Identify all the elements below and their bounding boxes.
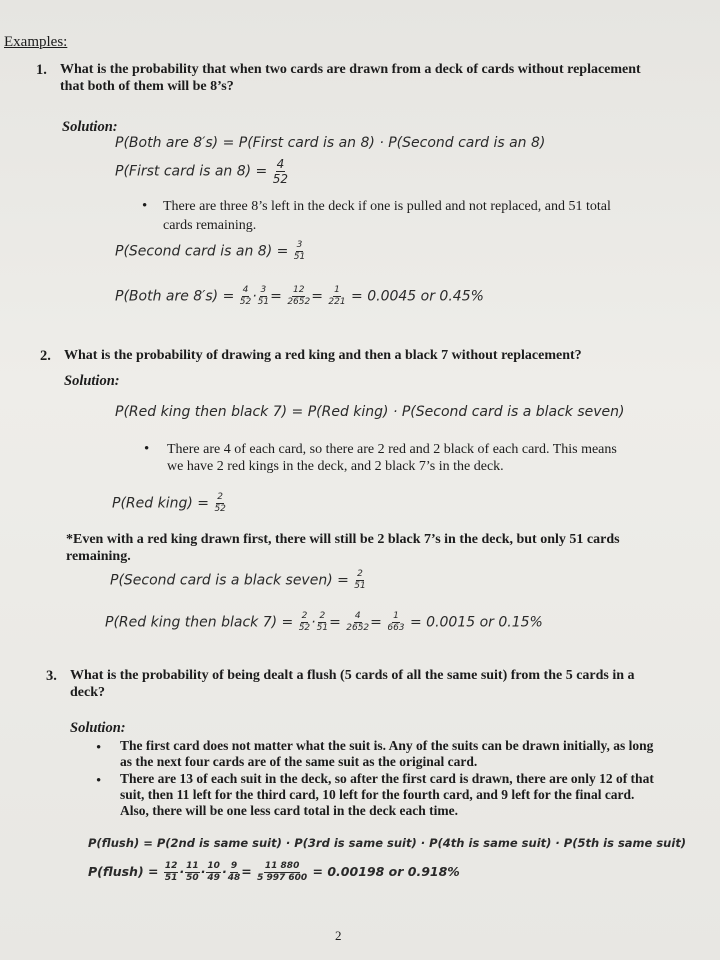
denominator: 221 [328,297,346,307]
q1-equation-first-card [115,158,289,185]
denominator: 52 [214,504,226,514]
numerator: 1 [334,285,340,295]
denominator: 52 [239,297,252,307]
q1-eq4-frac1 [240,286,251,307]
q1-equation-final: P(Both are 8′s) = $\frac{4}{52}$ · $\frac{3}{51}$ = $\frac{12}{2652}$ = $\frac{1}{221}$ = 0.0045 or 0.45% [115,285,484,307]
q3-result: = 0.00198 or 0.918% [312,864,460,879]
denominator: 51 [354,581,366,591]
q1-eq4-lhs: P(Both are 8′s) = [115,288,235,305]
numerator: 9 [230,861,238,871]
denominator: 663 [387,623,405,633]
numerator: 2 [319,611,326,621]
q3-eq2-frac3 [206,862,221,883]
q3-equation-flush: P(flush) = P(2nd is same suit) · P(3rd is same suit) · P(4th is same suit) · P(5th is same suit) [88,836,687,850]
denominator: 2652 [346,623,370,633]
numerator: 11 [186,861,199,871]
q1-bullet-line2: cards remaining. [163,218,257,233]
denominator: 52 [272,172,289,186]
denominator: 51 [164,873,178,883]
numerator: 12 [293,285,305,295]
denominator: 50 [186,873,199,883]
question-3-number: 3. [46,668,57,684]
denominator: 52 [298,623,311,633]
q2-eq2-fraction [214,493,225,514]
q1-eq4-frac2 [258,286,269,307]
solution-label-2: Solution: [64,373,120,389]
numerator: 2 [217,492,224,502]
question-3-text-line1: What is the probability of being dealt a flush (5 cards of all the same suit) from the 5 cards in a [70,668,635,683]
denominator: 51 [293,252,306,262]
numerator: 12 [164,861,178,871]
denominator: 5 997 600 [257,873,308,883]
numerator: 10 [207,861,220,871]
q3-eq2-frac5 [257,862,307,883]
denominator: 51 [316,623,329,633]
q2-result: = 0.0015 or 0.15% [409,614,543,631]
question-3-text-line2: deck? [70,685,105,700]
q2-note-line1: *Even with a red king drawn first, there will still be 2 black 7’s in the deck, but only 51 cards [66,532,620,547]
examples-heading: Examples: [4,34,68,50]
q2-equation-red-king [112,493,227,514]
q1-eq4-frac3 [287,286,310,307]
question-1-number: 1. [36,62,47,78]
numerator: 2 [357,569,363,579]
numerator: 4 [276,157,285,171]
denominator: 2652 [287,297,311,307]
q2-eq3-fraction [354,570,365,591]
q3-bullet-1: The first card does not matter what the suit is. Any of the suits can be drawn initially, as long as the next four cards are of the same suit as the original card. [120,738,654,769]
q2-equation-black-seven [110,570,367,591]
numerator: 3 [296,240,303,250]
denominator: 49 [207,873,220,883]
q1-bullet-line1: There are three 8’s left in the deck if one is pulled and not replaced, and 51 total [163,199,611,214]
q1-result: = 0.0045 or 0.45% [351,288,484,305]
solution-label-1: Solution: [62,119,118,135]
q3-eq2-frac1 [164,862,179,883]
q2-eq4-frac2 [317,612,328,633]
q1-eq4-frac4 [328,286,345,307]
q3-bullet-2: There are 13 of each suit in the deck, so after the first card is drawn, there are only 12 of that suit, then 11 left for the third card, 10 left for the fourth card, and 9 left for the final card. Also, there will be one less card total in the deck each time. [120,771,654,818]
q3-equation-final: P(flush) = $\frac{12}{51}$ · $\frac{11}{50}$ · $\frac{10}{49}$ · $\frac{9}{48}$ = $\frac{11 880}{5 997 600}$ = 0.00198 or 0.918% [88,861,460,883]
q2-equation-main: P(Red king then black 7) = P(Red king) · P(Second card is a black seven) [115,404,625,420]
q2-eq4-frac3 [346,612,369,633]
question-2-number: 2. [40,348,51,364]
q2-eq4-frac4 [387,612,404,633]
q1-eq3-lhs: P(Second card is an 8) = [115,243,289,260]
q2-equation-final: P(Red king then black 7) = $\frac{2}{52}$ · $\frac{2}{51}$ = $\frac{4}{2652}$ = $\frac{1}{663}$ = 0.0015 or 0.15% [105,611,543,633]
page-number: 2 [335,928,342,943]
q2-eq2-lhs: P(Red king) = [112,495,209,512]
q3-eq2-lhs: P(flush) = [88,864,159,879]
q2-eq3-lhs: P(Second card is a black seven) = [110,572,349,589]
q1-equation-both-eights: P(Both are 8′s) = P(First card is an 8) · P(Second card is an 8) [115,135,546,151]
q1-eq3-fraction [294,241,305,262]
bullet-dot: • [144,441,150,457]
q1-equation-second-card [115,241,306,262]
q1-eq2-fraction [273,158,288,185]
numerator: 3 [260,285,267,295]
q3-eq2-frac4 [228,862,241,883]
q2-note-line2: remaining. [66,549,131,564]
numerator: 4 [242,285,249,295]
numerator: 11 880 [264,861,300,871]
numerator: 2 [301,611,308,621]
numerator: 1 [393,611,399,621]
denominator: 48 [227,873,241,883]
q2-bullet-line2: we have 2 red kings in the deck, and 2 black 7’s in the deck. [167,459,504,474]
question-2-text: What is the probability of drawing a red king and then a black 7 without replacement? [64,348,582,363]
bullet-dot: • [96,773,102,789]
q2-bullet-line1: There are 4 of each card, so there are 2 red and 2 black of each card. This means [167,442,617,457]
denominator: 51 [257,297,270,307]
solution-label-3: Solution: [70,720,126,736]
bullet-dot: • [142,198,148,214]
numerator: 4 [354,611,361,621]
question-1-text-line2: that both of them will be 8’s? [60,79,234,94]
bullet-dot: • [96,740,102,756]
q2-eq4-lhs: P(Red king then black 7) = [105,614,294,631]
question-1-text-line1: What is the probability that when two cards are drawn from a deck of cards without replacement [60,62,641,77]
q2-eq4-frac1 [299,612,310,633]
q3-eq2-frac2 [185,862,200,883]
q1-eq2-lhs: P(First card is an 8) = [115,163,268,180]
